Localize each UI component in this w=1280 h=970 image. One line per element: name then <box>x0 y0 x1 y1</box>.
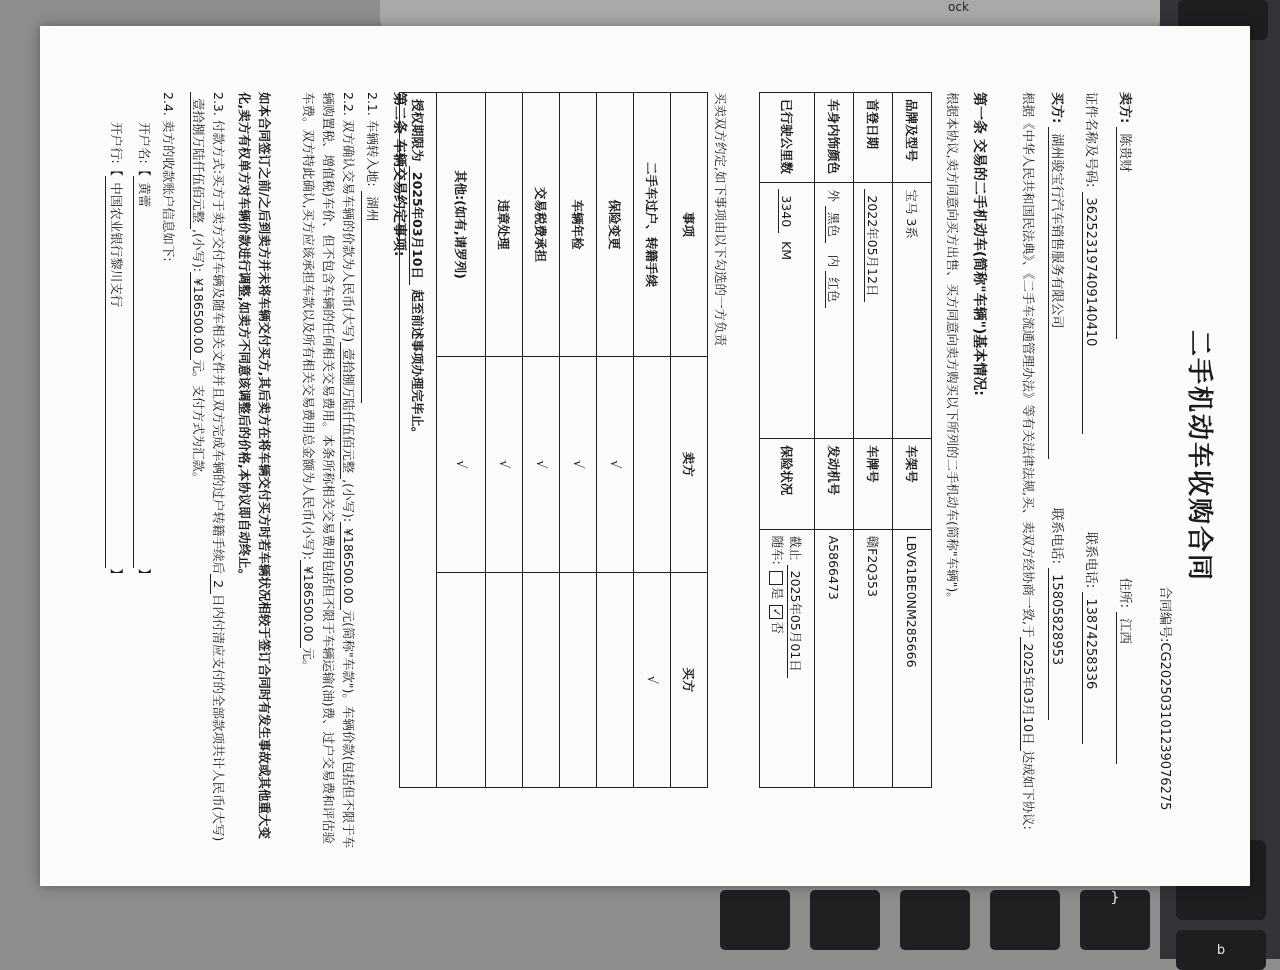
duties-table <box>399 92 708 788</box>
id-number: 362523197409140410 <box>1082 192 1098 434</box>
mileage-label: 已行驶公里数 <box>760 93 815 183</box>
contract-number: 合同编号:CG202503101239076275 <box>1157 586 1172 811</box>
brand-label: 品牌及型号 <box>893 93 932 183</box>
buyer-name: 湖州骏宝行汽车销售服务有限公司 <box>1048 127 1068 459</box>
article1-heading: 第一条 交易的二手机动车(简称"车辆")基本情况: <box>971 92 987 396</box>
reg-label: 首登日期 <box>854 93 893 183</box>
item-2-3: 2.3. 付款方式:买方于卖方交付车辆及随车相关文件并且双方完成车辆的过户转籍手续后2日内付清应支付的全部款项共计人民币(大写)壹拾捌万陆仟伍佰元整,(小写):¥186500.00元。支付方式为汇款。 <box>191 92 226 842</box>
table-row: 保险变更 √ <box>597 93 634 788</box>
item-2-2: 2.2. 双方确认交易车辆的价款为人民币(大写)壹拾捌万陆仟伍佰元整,(小写):¥186500.00元(简称"车款")。车辆价款(包括但不限于车辆购置税、增值税)车价、但不包含车辆的任何相关交易费用。本条所称相关交易费用包括但不限于车辆运输(油)费、过户交易费和评估验车费。双方特此确认,买方应该承担车款以及所有相关交易费用总金额为人民币(小写):¥186500.00元。 <box>301 92 356 849</box>
insurance-value: 截止 2025年05月01日 随车: 是 ✓否 <box>760 529 815 787</box>
vin-label: 车架号 <box>893 439 932 529</box>
seller-phone: 13874258336 <box>1082 592 1098 744</box>
account-name-row: 开户名:【黄蕾】 <box>133 122 154 882</box>
engine-label: 发动机号 <box>815 439 854 529</box>
brand-value: 宝马 3系 <box>893 183 932 439</box>
item-2-1: 2.1. 车辆转入地: 湖州 <box>361 92 382 852</box>
engine-value: A5866473 <box>815 529 854 787</box>
vin-value: LBV61BE0NM285666 <box>893 529 932 787</box>
table-row: 其他:(如有,请罗列) √ <box>437 93 486 788</box>
seller-name: 陈贵财 <box>1116 127 1136 339</box>
mileage-value: 3340 KM <box>760 183 815 439</box>
table-row: 交易税费承担 √ <box>523 93 560 788</box>
deadline-row: 授权期限为 2025年03月10日 起至前述事项办理完毕止。 <box>400 93 437 788</box>
color-value: 外 黑色 内 红色 <box>815 183 854 439</box>
duties-header-item: 事项 <box>671 93 708 357</box>
table-row: 二手车过户、转籍手续 √ <box>634 93 671 788</box>
duties-header-seller: 卖方 <box>671 357 708 572</box>
no-checkbox-checked: ✓ <box>770 605 784 619</box>
table-row: 车辆年检 √ <box>560 93 597 788</box>
buyer-phone: 15805828953 <box>1048 568 1064 720</box>
price-adjustment-note: 如本合同签订之前/之后到卖方并未将车辆交付买方,其后卖方在将车辆交付买方时若车辆状况相较于签订合同时有发生事故或其他重大变化,卖方有权单方对车辆价款进行调整,如卖方不同意该调整后的价格,本协议即自动终止。 <box>237 92 272 839</box>
table-row: 违章处理 √ <box>486 93 523 788</box>
b-key: b <box>1176 930 1266 970</box>
insurance-label: 保险状况 <box>760 439 815 529</box>
article2-heading: 第二条 车辆交易约定事项: <box>391 92 407 257</box>
vehicle-info-table <box>759 92 932 788</box>
yes-checkbox <box>770 571 784 585</box>
item-2-4: 2.4. 卖方的收款账户信息如下: <box>161 92 176 262</box>
bracket-key: } <box>1110 890 1120 906</box>
duties-note: 买卖双方约定,如下事项由以下勾选的一方负责 <box>713 92 728 346</box>
account-bank-row: 开户行:【中国农业银行黎川支行】 <box>105 122 126 882</box>
contract-document <box>40 26 1250 886</box>
buyer-row: 买方: 湖州骏宝行汽车销售服务有限公司 联系电话: 15805828953 <box>1048 92 1068 720</box>
document-title: 二手机动车收购合同 <box>1184 329 1214 582</box>
plate-label: 车牌号 <box>854 439 893 529</box>
preamble: 根据《中华人民共和国民法典》、《二手车流通管理办法》等有关法律法规,买、卖双方经协商一致,于2025年03月10日达成如下协议: <box>1021 92 1036 830</box>
seller-address: 江西 <box>1116 612 1136 764</box>
keyboard-bottom-row <box>700 880 1160 960</box>
article1-intro: 根据本协议,卖方同意向买方出售、买方同意向卖方购买以下所列的二手机动车(简称"车辆")。 <box>945 92 960 605</box>
keyboard-lock-key-label: ock <box>948 0 969 14</box>
color-label: 车身内饰颜色 <box>815 93 854 183</box>
reg-value: 2022年05月12日 <box>854 183 893 439</box>
id-row: 证件名称及号码: 362523197409140410 联系电话: 13874258336 <box>1082 92 1102 744</box>
seller-row: 卖方: 陈贵财 住所: 江西 <box>1116 92 1136 764</box>
duties-header-buyer: 买方 <box>671 572 708 787</box>
plate-value: 赣F2Q353 <box>854 529 893 787</box>
